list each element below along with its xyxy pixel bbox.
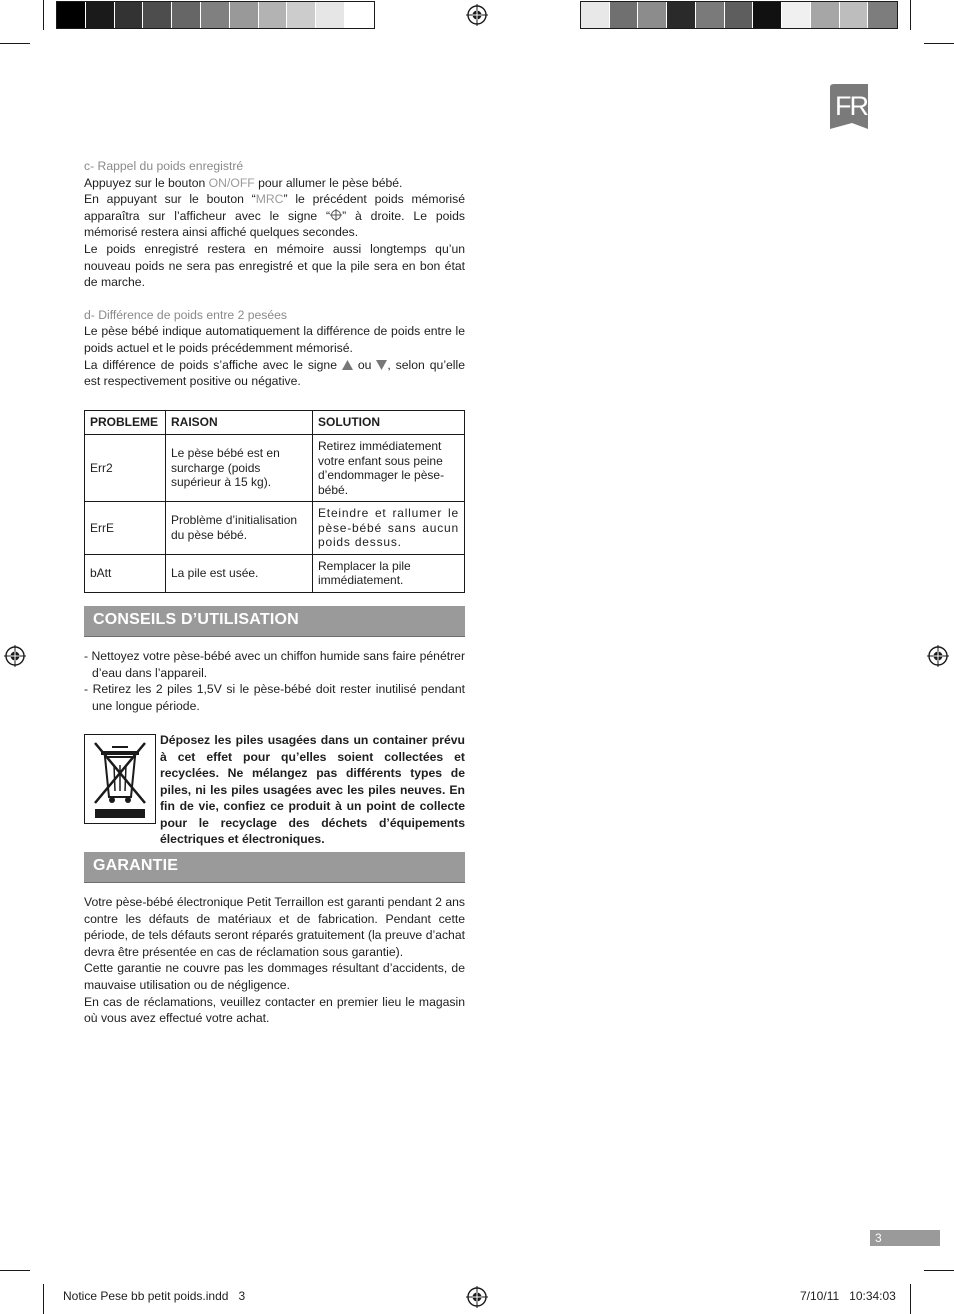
text: pour allumer le pèse bébé. [254,175,403,190]
column-header: SOLUTION [313,411,465,435]
section-garantie [84,894,465,1027]
section-band-garantie [84,852,465,883]
color-swatch [259,2,288,28]
crop-mark [0,43,30,44]
color-swatch [811,2,840,28]
text: La différence de poids s’affiche avec le signe [84,357,342,372]
registration-mark-icon [927,645,949,667]
color-swatch [143,2,172,28]
crossed-bin-icon [85,735,155,823]
table-cell: ErrE [85,502,166,555]
subheading-rappel: c- Rappel du poids enregistré [84,159,244,173]
table-cell: Retirez immédiatement votre enfant sous peine d’endommager le pèse-bébé. [313,435,465,502]
list-item: - Nettoyez votre pèse-bébé avec un chiffon humide sans faire pénétrer d’eau dans l’appareil. [84,649,465,680]
table-cell: Le pèse bébé est en surcharge (poids supérieur à 15 kg). [166,435,313,502]
table-header-row [85,411,465,435]
column-header: RAISON [166,411,313,435]
crop-mark [0,1270,30,1271]
table-row [85,502,465,555]
color-swatch [638,2,667,28]
table-cell: Remplacer la pile immédiatement. [313,554,465,592]
color-swatch [667,2,696,28]
color-swatch [868,2,897,28]
paragraph [84,191,465,241]
text: En appuyant sur le bouton “ [84,192,256,207]
crop-mark [910,0,911,30]
paragraph: Le poids enregistré restera en mémoire aussi longtemps qu’un nouveau poids ne sera pas enregistré et que la pile sera en bon état de marche. [84,241,465,290]
table-cell: Problème d’initialisation du pèse bébé. [166,502,313,555]
color-swatch [316,2,345,28]
color-swatch [287,2,316,28]
color-swatch [230,2,259,28]
crop-mark [43,0,44,30]
troubleshooting-table [84,410,465,593]
table-cell: bAtt [85,554,166,592]
color-swatch [610,2,639,28]
weee-symbol [84,734,156,824]
color-swatch [696,2,725,28]
color-swatch [115,2,144,28]
text: ” le précédent poids mémorisé apparaîtra sur l’afficheur avec le signe “ [84,192,465,223]
registration-mark-icon [466,4,488,26]
language-label: FR [835,91,867,121]
page-number: 3 [875,1231,882,1245]
memory-sign-icon [330,209,342,221]
color-bar-left [56,1,375,29]
paragraph: Le pèse bébé indique automatiquement la différence de poids entre le poids actuel et le poids précédemment mémorisé. [84,324,465,355]
color-swatch [345,2,374,28]
paragraph: En cas de réclamations, veuillez contacter en premier lieu le magasin où vous avez effectué votre achat. [84,994,465,1026]
text: Appuyez sur le bouton [84,175,209,190]
section-title: GARANTIE [93,857,179,874]
table-cell: La pile est usée. [166,554,313,592]
text: ou [352,357,377,372]
section-rappel [84,158,465,390]
button-reference: MRC [255,192,284,207]
column-header: PROBLEME [85,411,166,435]
color-swatch [581,2,610,28]
crop-mark [924,43,954,44]
color-swatch [753,2,782,28]
file-slug: Notice Pese bb petit poids.indd 3 [63,1289,246,1303]
section-title: CONSEILS D’UTILISATION [93,611,299,628]
color-bar-right [580,1,898,29]
crop-mark [910,1284,911,1314]
paragraph [84,357,465,390]
paragraph [84,175,465,192]
paragraph: Votre pèse-bébé électronique Petit Terraillon est garanti pendant 2 ans contre les défauts de matériaux et de fabrication. Pendant cette période, de tels défauts seront réparés gratuitement (la preuve d’achat devra être présentée en cas de réclamation sous garantie). [84,895,465,959]
table-cell: Err2 [85,435,166,502]
recycling-notice: Déposez les piles usagées dans un container prévu à cet effet pour qu’elles soient collectées et recyclées. Ne mélangez pas différents types de piles, ni les piles usagées avec les piles neuves. En fin de vie, confiez ce produit à un point de collecte pour le recyclage des déchets d’équipements électriques et électroniques. [160,733,465,846]
registration-mark-icon [466,1286,488,1308]
crop-mark [43,1284,44,1314]
table-row [85,554,465,592]
color-swatch [86,2,115,28]
crop-mark [924,1270,954,1271]
color-swatch [172,2,201,28]
color-swatch [201,2,230,28]
color-swatch [725,2,754,28]
list-item: - Retirez les 2 piles 1,5V si le pèse-bébé doit rester inutilisé pendant une longue période. [84,682,465,713]
button-reference: ON/OFF [208,175,255,190]
date-slug: 7/10/11 10:34:03 [800,1289,896,1303]
section-band-conseils [84,606,465,637]
arrow-up-icon [342,360,353,370]
text: , selon qu’elle est respectivement positive ou négative. [84,357,465,389]
advice-list [84,648,465,714]
color-swatch [57,2,86,28]
subheading-difference: d- Différence de poids entre 2 pesées [84,307,288,322]
text: ” à droite. Le poids mémorisé restera ainsi affiché quelques secondes. [84,208,465,240]
table-cell: Eteindre et rallumer le pèse-bébé sans aucun poids dessus. [313,502,465,555]
registration-mark-icon [4,645,26,667]
table-row [85,435,465,502]
paragraph: Cette garantie ne couvre pas les dommages résultant d’accidents, de mauvaise utilisation ou de négligence. [84,961,465,992]
color-swatch [782,2,811,28]
color-swatch [840,2,869,28]
arrow-down-icon [376,360,387,370]
